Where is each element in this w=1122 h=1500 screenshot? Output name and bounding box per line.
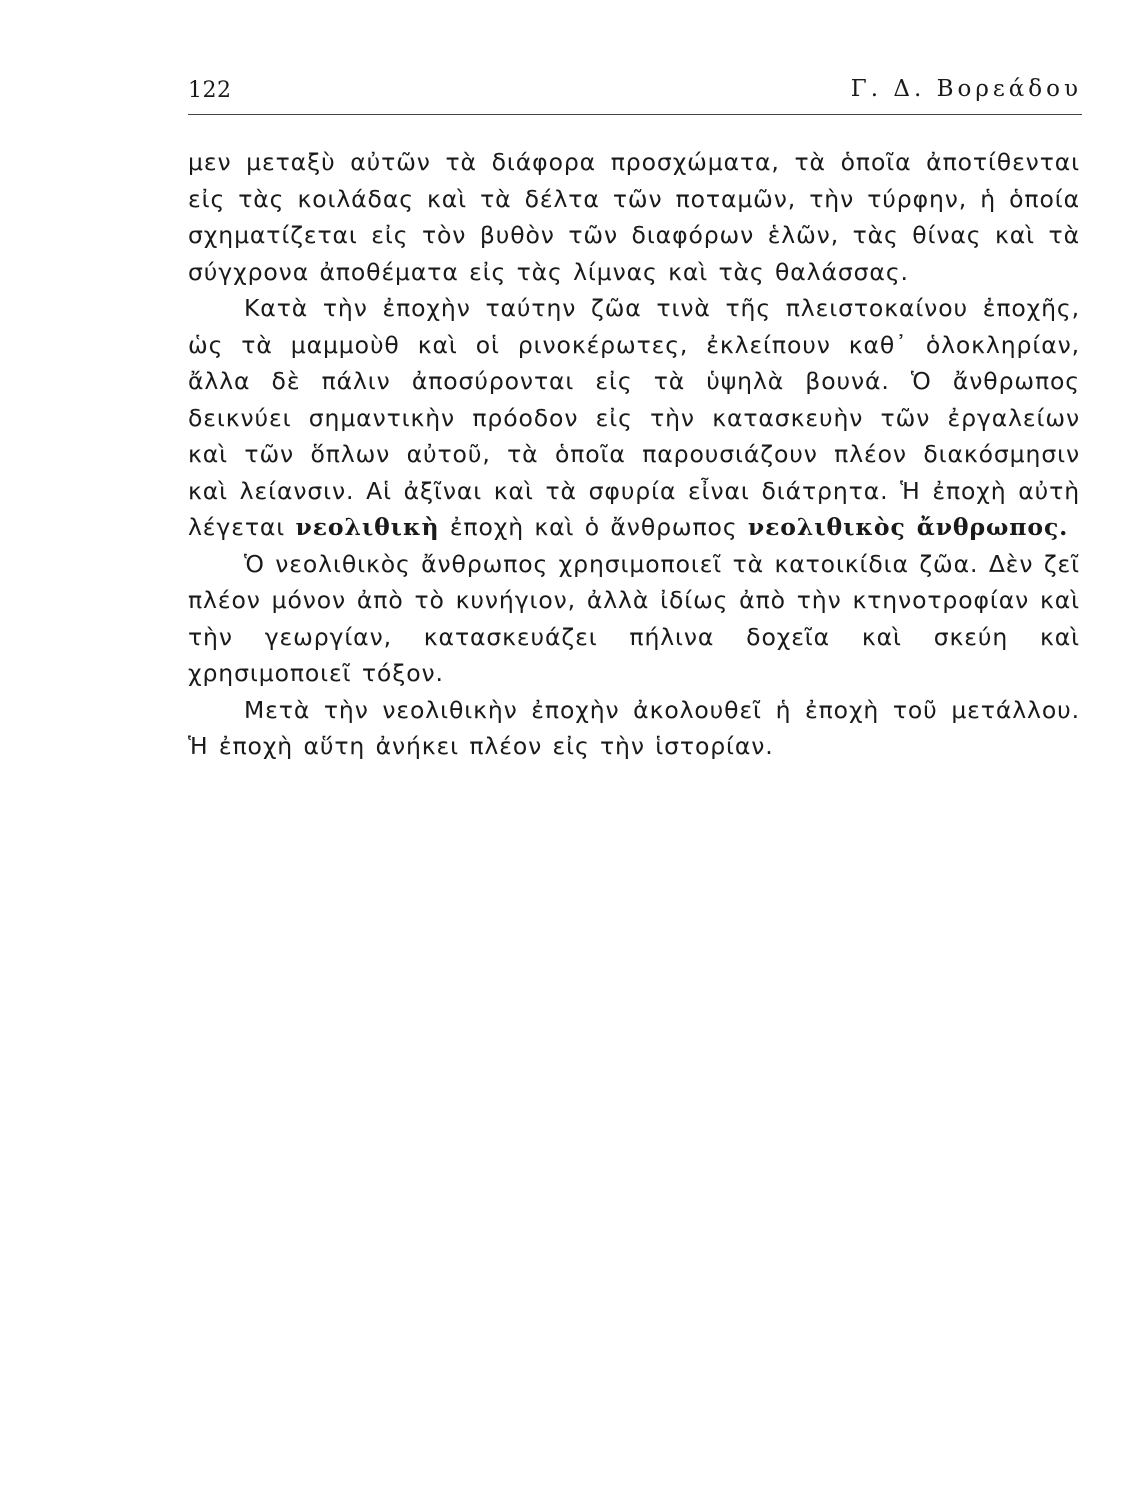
paragraph-2 (188, 290, 1080, 546)
paragraph-3 (188, 546, 1080, 692)
running-head: Γ. Δ. Βορεάδου (850, 76, 1082, 102)
paragraph-1-text: μεν μεταξὺ αὐτῶν τὰ διάφορα προσχώματα, τὰ ὁποῖα ἀποτίθενται εἰς τὰς κοιλάδας καὶ τὰ δέλτα τῶν ποταμῶν, τὴν τύρφην, ἡ ὁποία σχηματίζεται εἰς τὸν βυθὸν τῶν διαφόρων ἑλῶν, τὰς θίνας καὶ τὰ σύγχρονα ἀποθέματα εἰς τὰς λίμνας καὶ τὰς θαλάσσας. (188, 148, 1080, 286)
header-rule (188, 114, 1082, 115)
paragraph-2-text-continued: ἐποχὴ καὶ ὁ ἄνθρωπος (439, 513, 748, 541)
body-text (188, 144, 1080, 765)
page-header (188, 70, 1082, 110)
term-neolithic-man: νεολιθικὸς ἄνθρωπος. (747, 513, 1069, 541)
term-neolithic-epoch: νεολιθικὴ (295, 513, 440, 541)
paragraph-3-text: Ὁ νεολιθικὸς ἄνθρωπος χρησιμοποιεῖ τὰ κατοικίδια ζῶα. Δὲν ζεῖ πλέον μόνον ἀπὸ τὸ κυνήγιον, ἀλλὰ ἰδίως ἀπὸ τὴν κτηνοτροφίαν καὶ τὴν γεωργίαν, κατασκευάζει πήλινα δοχεῖα καὶ σκεύη καὶ χρησιμοποιεῖ τόξον. (188, 549, 1080, 687)
paragraph-2-text: Κατὰ τὴν ἐποχὴν ταύτην ζῶα τινὰ τῆς πλειστοκαίνου ἐποχῆς, ὡς τὰ μαμμοὺθ καὶ οἱ ρινοκέρωτες, ἐκλείπουν καθ᾽ ὁλοκληρίαν, ἄλλα δὲ πάλιν ἀποσύρονται εἰς τὰ ὑψηλὰ βουνά. Ὁ ἄνθρωπος δεικνύει σημαντικὴν πρόοδον εἰς τὴν κατασκευὴν τῶν ἐργαλείων καὶ τῶν ὅπλων αὐτοῦ, τὰ ὁποῖα παρουσιάζουν πλέον διακόσμησιν καὶ λείανσιν. Αἱ ἀξῖναι καὶ τὰ σφυρία εἶναι διάτρητα. Ἡ ἐποχὴ αὐτὴ λέγεται (188, 294, 1080, 541)
page-number: 122 (188, 78, 232, 103)
paragraph-1 (188, 144, 1080, 290)
paragraph-4 (188, 692, 1080, 765)
paragraph-4-text: Μετὰ τὴν νεολιθικὴν ἐποχὴν ἀκολουθεῖ ἡ ἐποχὴ τοῦ μετάλλου. Ἡ ἐποχὴ αὕτη ἀνήκει πλέον εἰς τὴν ἱστορίαν. (188, 695, 1080, 760)
